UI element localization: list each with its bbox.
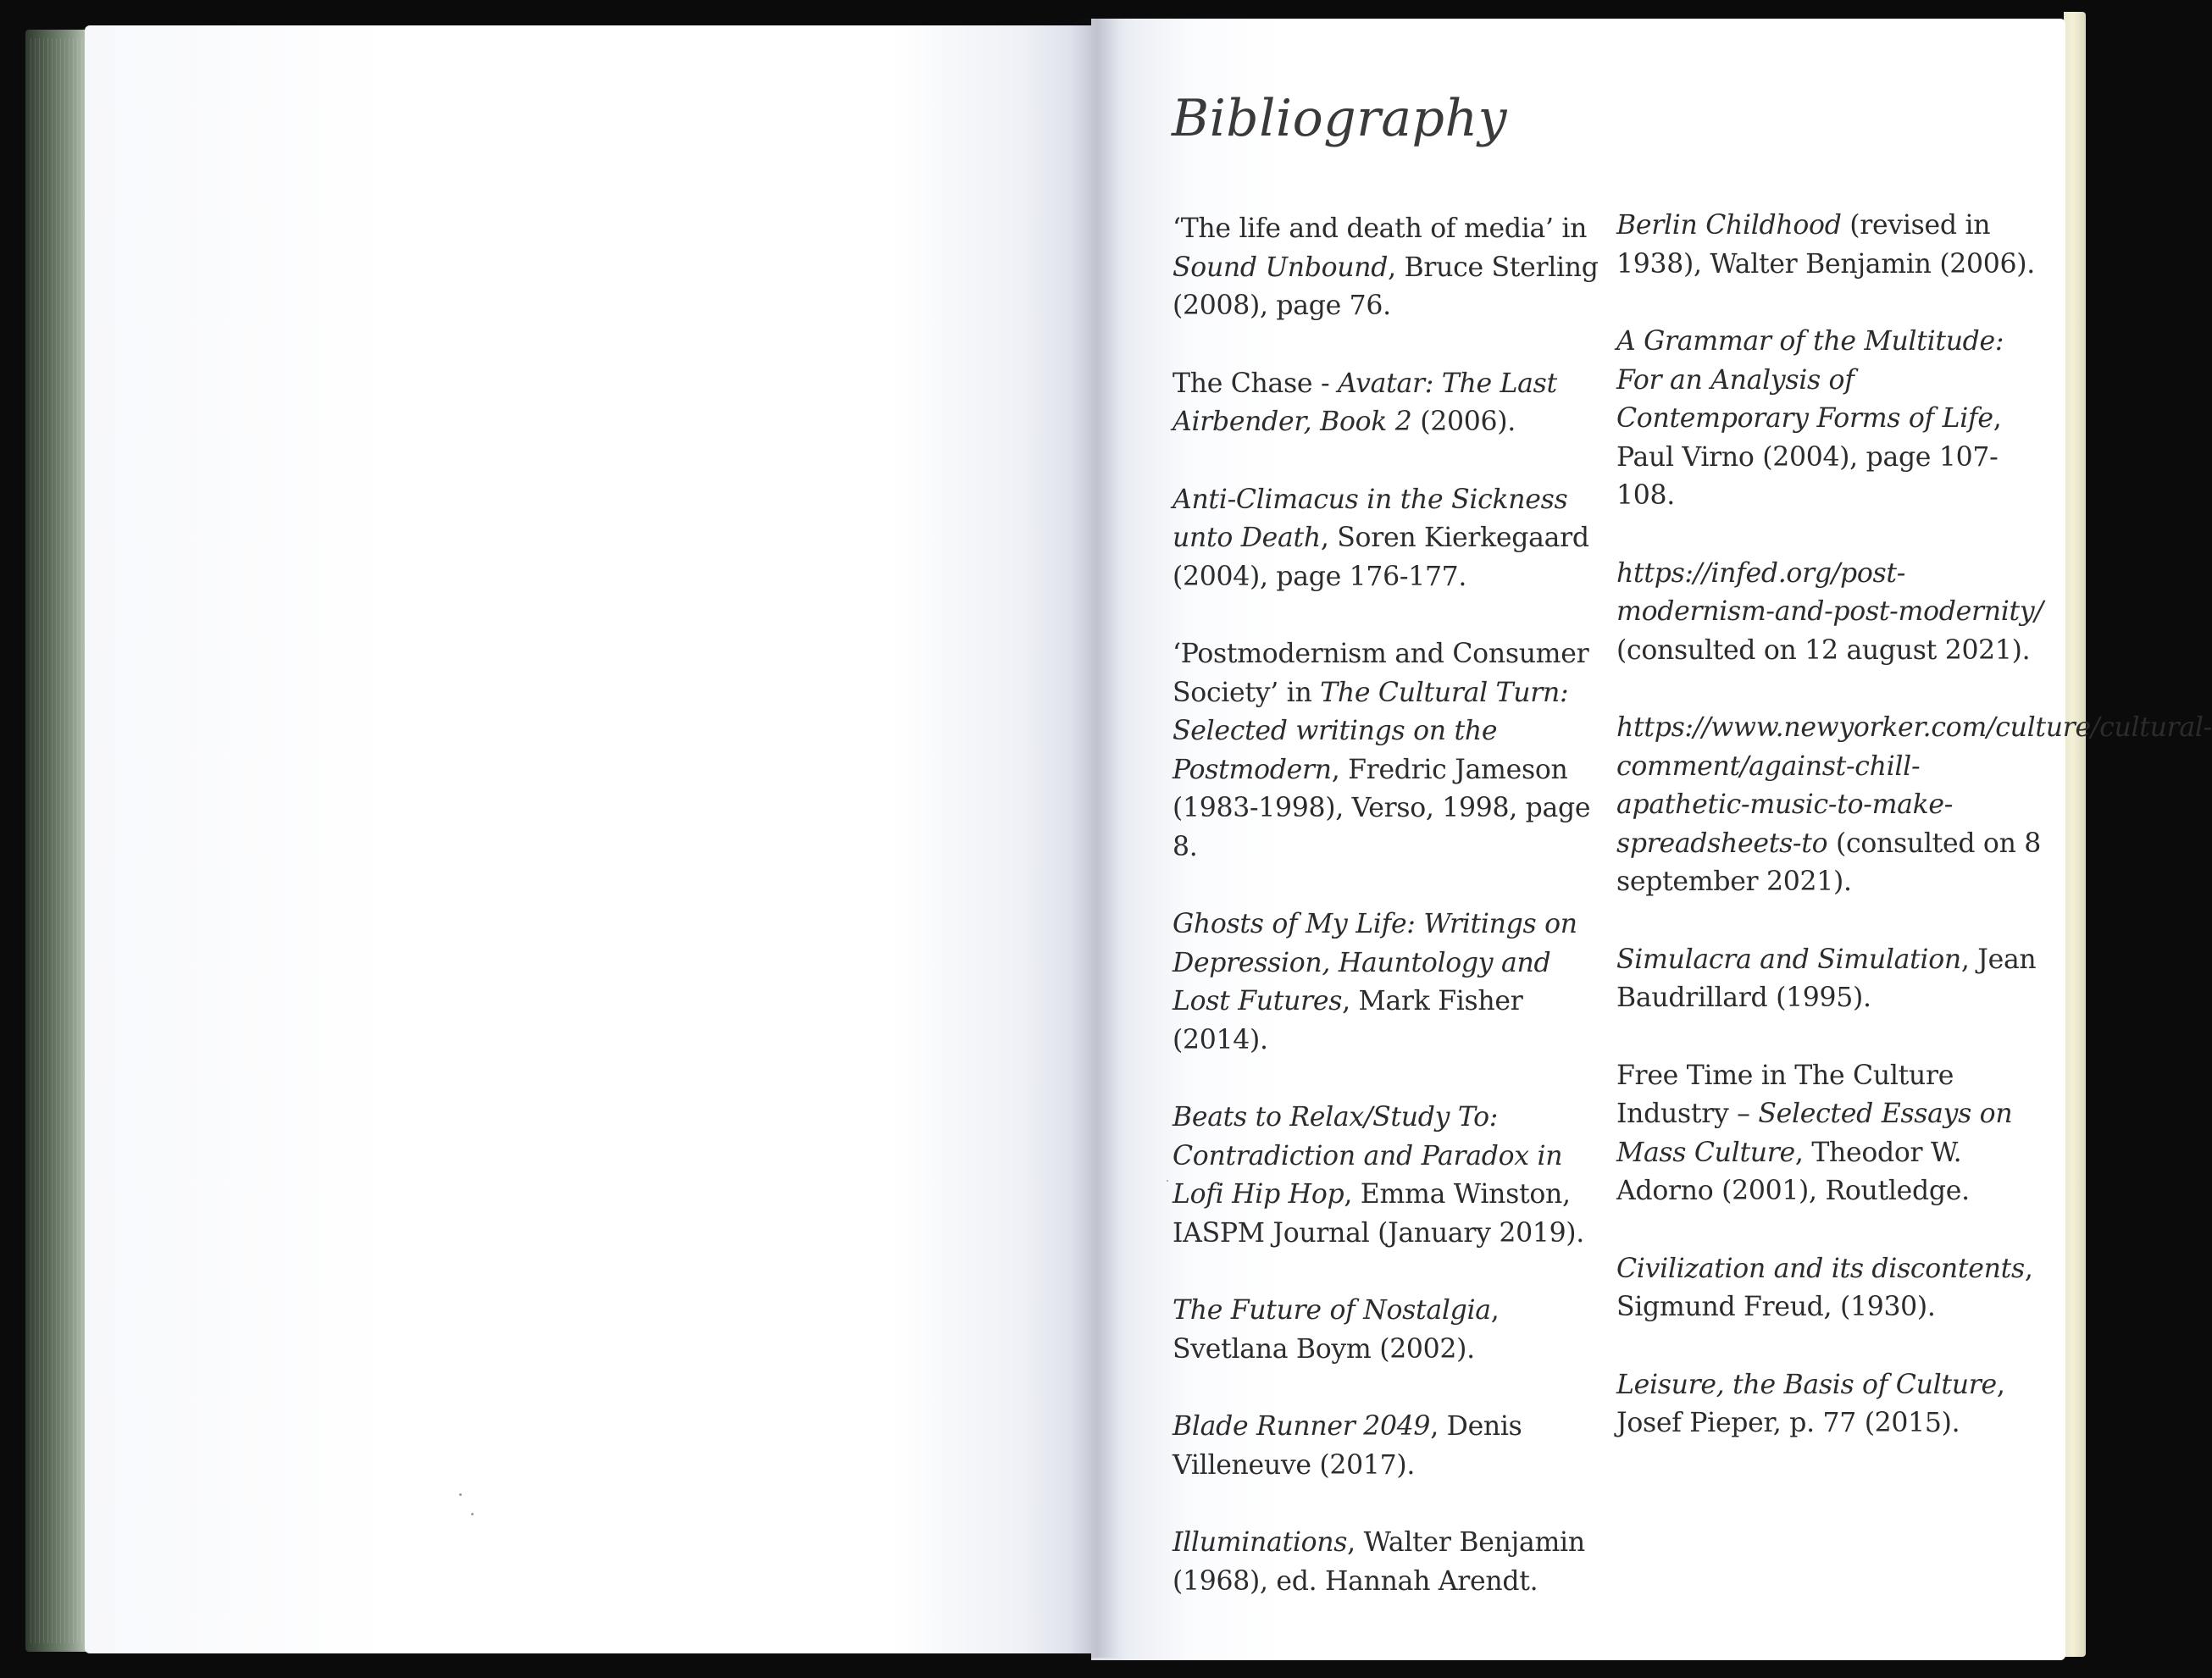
entry-title-italic: Blade Runner 2049 bbox=[1173, 1411, 1431, 1442]
entry-title-italic: Civilization and its discontents bbox=[1616, 1253, 2025, 1284]
entry-text: Free Time in The Culture Industry – bbox=[1616, 1060, 1954, 1129]
entry-title-italic: Beats to Relax/Study To: Contradiction and Paradox in Lofi Hip Hop bbox=[1173, 1102, 1563, 1210]
bibliography-entry bbox=[1173, 481, 1605, 597]
paper-speck bbox=[1167, 1180, 1168, 1182]
bibliography-entry bbox=[1173, 635, 1605, 867]
entry-title-italic: Ghosts of My Life: Writings on Depression, Hauntology and Lost Futures bbox=[1173, 909, 1577, 1016]
entry-title-italic: Sound Unbound bbox=[1173, 252, 1389, 283]
entry-text: (2006). bbox=[1411, 407, 1516, 437]
bibliography-entry bbox=[1173, 210, 1605, 326]
entry-title-italic: Leisure, the Basis of Culture bbox=[1616, 1369, 1997, 1400]
entry-title-italic: https://infed.org/post-modernism-and-post-modernity/ bbox=[1616, 557, 2043, 627]
left-page bbox=[85, 25, 1095, 1653]
entry-title-italic: A Grammar of the Multitude: For an Analysis of Contemporary Forms of Life bbox=[1616, 326, 2004, 434]
entry-title-italic: https://www.newyorker.com/culture/cultural-comment/against-chill-apathetic-music-to-make-spreadsheets-to bbox=[1616, 712, 2212, 859]
entry-text: , Mark Fisher (2014). bbox=[1173, 986, 1523, 1055]
bibliography-entry bbox=[1173, 905, 1605, 1060]
entry-text: (consulted on 8 september 2021). bbox=[1616, 828, 2042, 897]
entry-text: , Soren Kierkegaard (2004), page 176-177. bbox=[1173, 523, 1589, 592]
bibliography-entry bbox=[1616, 1366, 2048, 1443]
paper-speck bbox=[459, 1493, 462, 1496]
book-spine bbox=[1069, 19, 1120, 1658]
entry-text: , Emma Winston, IASPM Journal (January 2019). bbox=[1173, 1179, 1585, 1249]
entry-text: , Theodor W. Adorno (2001), Routledge. bbox=[1616, 1137, 1970, 1206]
bibliography-entry bbox=[1616, 709, 2212, 902]
bibliography-entry bbox=[1616, 1057, 2048, 1211]
entry-text: , Walter Benjamin (1968), ed. Hannah Arendt. bbox=[1173, 1527, 1585, 1597]
entry-title-italic: Anti-Climacus in the Sickness unto Death bbox=[1173, 484, 1568, 553]
bibliography-column-right bbox=[1616, 207, 2212, 1482]
entry-text: (consulted on 12 august 2021). bbox=[1616, 634, 2031, 666]
entry-text: , Paul Virno (2004), page 107-108. bbox=[1616, 403, 2002, 511]
entry-text: , Denis Villeneuve (2017). bbox=[1173, 1411, 1522, 1481]
entry-title-italic: The Future of Nostalgia bbox=[1173, 1295, 1491, 1326]
entry-text: , Fredric Jameson (1983-1998), Verso, 1998, page 8. bbox=[1173, 754, 1591, 862]
entry-text: , Jean Baudrillard (1995). bbox=[1616, 944, 2037, 1013]
bibliography-entry bbox=[1616, 941, 2048, 1018]
page-title: Bibliography bbox=[1172, 89, 1507, 148]
paper-speck bbox=[471, 1513, 474, 1515]
entry-text: ‘The life and death of media’ in bbox=[1173, 213, 1588, 244]
entry-text: , Sigmund Freud, (1930). bbox=[1616, 1253, 2033, 1322]
entry-title-italic: Illuminations bbox=[1173, 1527, 1348, 1558]
bibliography-column-left bbox=[1173, 210, 1605, 1640]
entry-title-italic: Berlin Childhood bbox=[1616, 210, 1842, 241]
bibliography-entry bbox=[1173, 1524, 1605, 1601]
entry-title-italic: The Cultural Turn: Selected writings on the Postmodern bbox=[1173, 677, 1569, 785]
bibliography-entry bbox=[1616, 323, 2048, 516]
entry-text: ‘Postmodernism and Consumer Society’ in bbox=[1173, 639, 1589, 708]
bibliography-entry bbox=[1616, 1250, 2048, 1327]
entry-title-italic: Avatar: The Last Airbender, Book 2 bbox=[1173, 368, 1557, 437]
entry-text: , Bruce Sterling (2008), page 76. bbox=[1173, 252, 1599, 321]
bibliography-entry bbox=[1173, 1099, 1605, 1253]
right-page-edge bbox=[2064, 12, 2086, 1657]
bibliography-entry bbox=[1173, 1292, 1605, 1369]
bibliography-entry bbox=[1173, 1408, 1605, 1485]
bibliography-entry bbox=[1616, 207, 2048, 284]
entry-text: (revised in 1938), Walter Benjamin (2006). bbox=[1616, 210, 2035, 280]
entry-text: , Svetlana Boym (2002). bbox=[1173, 1295, 1500, 1365]
entry-title-italic: Simulacra and Simulation bbox=[1616, 944, 1961, 975]
entry-title-italic: Selected Essays on Mass Culture bbox=[1616, 1099, 2013, 1168]
entry-text: , Josef Pieper, p. 77 (2015). bbox=[1616, 1369, 2005, 1438]
bibliography-entry bbox=[1616, 555, 2048, 671]
bibliography-entry bbox=[1173, 365, 1605, 442]
entry-text: The Chase - bbox=[1173, 368, 1338, 399]
